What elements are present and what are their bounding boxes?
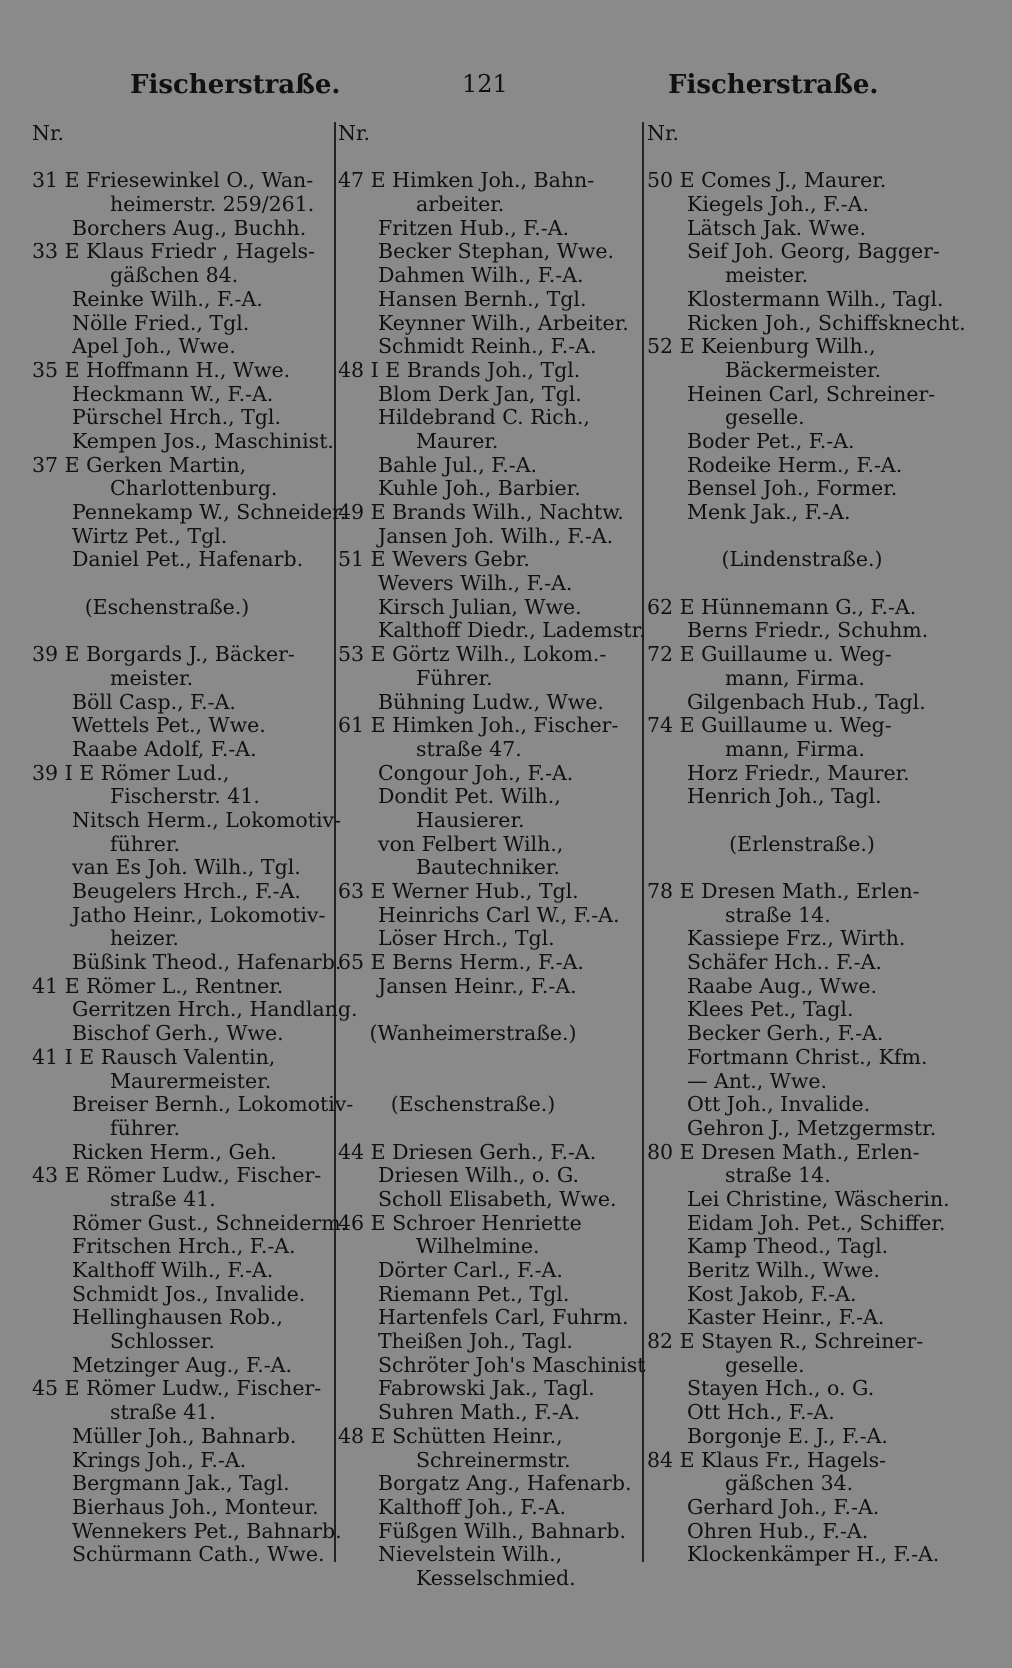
- directory-line: Raabe Aug., Wwe.: [687, 973, 878, 998]
- directory-line: Klostermann Wilh., Tagl.: [687, 286, 944, 311]
- directory-line: Bäckermeister.: [725, 357, 882, 382]
- directory-line: Bautechniker.: [416, 855, 560, 880]
- spacer: [338, 1046, 638, 1070]
- directory-line: Schäfer Hch.. F.-A.: [687, 950, 882, 975]
- directory-line: Hartenfels Carl, Fuhrm.: [378, 1305, 629, 1330]
- directory-line: Müller Joh., Bahnarb.: [72, 1423, 297, 1448]
- directory-line: Fabrowski Jak., Tagl.: [378, 1376, 595, 1401]
- directory-line: Wettels Pet., Wwe.: [72, 713, 266, 738]
- directory-line: Kalthoff Diedr., Lademstr.: [378, 618, 646, 643]
- directory-line: Kalthoff Joh., F.-A.: [378, 1494, 567, 1519]
- directory-line: Raabe Adolf, F.-A.: [72, 736, 257, 761]
- directory-line: geselle.: [725, 1352, 805, 1377]
- spacer: [32, 619, 332, 643]
- directory-line: 37 E Gerken Martin,: [32, 452, 247, 477]
- directory-line: Beritz Wilh., Wwe.: [687, 1258, 880, 1282]
- directory-line: 35 E Hoffmann H., Wwe.: [32, 357, 291, 382]
- section-heading: (Erlenstraße.): [729, 831, 875, 856]
- directory-line: — Ant., Wwe.: [687, 1068, 828, 1093]
- directory-line: Berns Friedr., Schuhm.: [687, 618, 929, 643]
- directory-line: 48 E Schütten Heinr.,: [338, 1423, 563, 1448]
- directory-line: Römer Gust., Schneiderm.: [72, 1210, 348, 1235]
- directory-line: Ott Joh., Invalide.: [687, 1092, 871, 1117]
- directory-line: straße 47.: [416, 736, 522, 761]
- directory-line: Borchers Aug., Buchh.: [72, 215, 307, 240]
- directory-line: Fortmann Christ., Kfm.: [687, 1044, 928, 1069]
- directory-line: Wennekers Pet., Bahnarb.: [72, 1518, 342, 1543]
- directory-line: Kuhle Joh., Barbier.: [378, 476, 581, 501]
- directory-line: Apel Joh., Wwe.: [72, 334, 236, 359]
- directory-line: Ricken Herm., Geh.: [72, 1139, 277, 1164]
- spacer: [338, 998, 638, 1022]
- directory-line: Kaster Heinr., F.-A.: [687, 1305, 885, 1330]
- directory-line: 80 E Dresen Math., Erlen-: [647, 1139, 920, 1164]
- directory-line: Kirsch Julian, Wwe.: [378, 594, 582, 619]
- directory-line: 48 I E Brands Joh., Tgl.: [338, 357, 581, 382]
- directory-line: arbeiter.: [416, 192, 505, 217]
- directory-line: Nr.: [32, 121, 65, 145]
- directory-line: Kesselschmied.: [416, 1565, 576, 1590]
- directory-line: Ricken Joh., Schiffsknecht.: [687, 310, 966, 335]
- directory-line: 72 E Guillaume u. Weg-: [647, 642, 892, 667]
- directory-line: Borgatz Ang., Hafenarb.: [378, 1471, 632, 1496]
- directory-line: Führer.: [416, 665, 493, 690]
- directory-line: Bahle Jul., F.-A.: [378, 452, 538, 477]
- section-heading: (Eschenstraße.): [390, 1092, 556, 1117]
- directory-line: Bergmann Jak., Tagl.: [72, 1471, 290, 1496]
- directory-line: heimerstr. 259/261.: [110, 192, 315, 217]
- directory-line: mann, Firma.: [725, 665, 865, 690]
- directory-line: Klees Pet., Tagl.: [687, 997, 854, 1022]
- directory-line: Jatho Heinr., Lokomotiv-: [72, 902, 326, 927]
- directory-line: Lei Christine, Wäscherin.: [687, 1186, 950, 1211]
- directory-line: Kost Jakob, F.-A.: [687, 1281, 857, 1306]
- directory-line: führer.: [110, 831, 180, 856]
- directory-line: Nitsch Herm., Lokomotiv-: [72, 807, 342, 832]
- directory-line: Kiegels Joh., F.-A.: [687, 192, 869, 217]
- directory-line: Borgonje E. J., F.-A.: [687, 1423, 888, 1448]
- directory-line: Bensel Joh., Former.: [687, 476, 898, 501]
- directory-line: Nievelstein Wilh.,: [378, 1542, 563, 1567]
- directory-line: Boder Pet., F.-A.: [687, 428, 855, 453]
- directory-line: Charlottenburg.: [110, 476, 278, 501]
- directory-line: 33 E Klaus Friedr , Hagels-: [32, 239, 315, 264]
- directory-line: Schürmann Cath., Wwe.: [72, 1542, 325, 1567]
- directory-line: Kamp Theod., Tagl.: [687, 1234, 889, 1259]
- directory-line: Füßgen Wilh., Bahnarb.: [378, 1518, 627, 1543]
- directory-line: Driesen Wilh., o. G.: [378, 1163, 580, 1188]
- directory-line: 44 E Driesen Gerh., F.-A.: [338, 1139, 597, 1164]
- directory-line: Kempen Jos., Maschinist.: [72, 428, 334, 453]
- directory-line: 63 E Werner Hub., Tgl.: [338, 879, 579, 903]
- directory-line: Daniel Pet., Hafenarb.: [72, 547, 304, 572]
- directory-line: Jansen Joh. Wilh., F.-A.: [378, 523, 614, 548]
- directory-line: Schmidt Jos., Invalide.: [72, 1281, 306, 1306]
- directory-line: 41 I E Rausch Valentin,: [32, 1044, 276, 1069]
- directory-line: van Es Joh. Wilh., Tgl.: [72, 855, 301, 880]
- directory-line: Beugelers Hrch., F.-A.: [72, 879, 301, 903]
- directory-line: Pürschel Hrch., Tgl.: [72, 405, 281, 430]
- directory-line: Menk Jak., F.-A.: [687, 500, 851, 524]
- spacer: [647, 525, 987, 549]
- column-divider: [642, 122, 644, 1562]
- directory-line: Jansen Heinr., F.-A.: [378, 973, 577, 998]
- spacer: [647, 856, 987, 880]
- directory-line: Suhren Math., F.-A.: [378, 1400, 581, 1425]
- directory-line: meister.: [725, 263, 809, 288]
- directory-line: Bühning Ludw., Wwe.: [378, 689, 604, 714]
- directory-line: straße 41.: [110, 1400, 216, 1425]
- directory-line: straße 14.: [725, 902, 831, 927]
- spacer: [647, 572, 987, 596]
- directory-line: Dahmen Wilh., F.-A.: [378, 263, 584, 288]
- directory-line: Rodeike Herm., F.-A.: [687, 452, 903, 477]
- directory-line: Gerhard Joh., F.-A.: [687, 1494, 880, 1519]
- directory-line: Dondit Pet. Wilh.,: [378, 784, 561, 809]
- directory-line: Nölle Fried., Tgl.: [72, 310, 250, 335]
- directory-line: Heinen Carl, Schreiner-: [687, 381, 936, 406]
- directory-line: Scholl Elisabeth, Wwe.: [378, 1186, 617, 1211]
- directory-line: 61 E Himken Joh., Fischer-: [338, 713, 619, 738]
- directory-line: Fischerstr. 41.: [110, 784, 260, 809]
- spacer: [647, 146, 987, 170]
- directory-line: Bischof Gerh., Wwe.: [72, 1021, 284, 1046]
- directory-line: Wirtz Pet., Tgl.: [72, 523, 228, 548]
- directory-line: gäßchen 84.: [110, 263, 239, 288]
- header-left-street: Fischerstraße.: [130, 70, 341, 100]
- page-header: [0, 70, 1012, 110]
- section-heading: (Eschenstraße.): [84, 594, 250, 619]
- directory-line: 50 E Comes J., Maurer.: [647, 168, 887, 193]
- directory-line: Hellinghausen Rob.,: [72, 1305, 283, 1330]
- directory-line: Gehron J., Metzgermstr.: [687, 1115, 937, 1140]
- directory-line: 39 E Borgards J., Bäcker-: [32, 642, 295, 667]
- spacer: [338, 146, 638, 170]
- directory-line: Hansen Bernh., Tgl.: [378, 286, 587, 311]
- directory-line: 49 E Brands Wilh., Nachtw.: [338, 500, 624, 524]
- header-right-street: Fischerstraße.: [668, 70, 879, 100]
- directory-line: 45 E Römer Ludw., Fischer-: [32, 1376, 322, 1401]
- directory-line: meister.: [110, 665, 194, 690]
- directory-line: Breiser Bernh., Lokomotiv-: [72, 1092, 354, 1117]
- directory-line: Schröter Joh's Maschinist: [378, 1352, 646, 1377]
- column-divider: [334, 122, 336, 1562]
- directory-line: Reinke Wilh., F.-A.: [72, 286, 263, 311]
- directory-line: 53 E Görtz Wilh., Lokom.-: [338, 642, 607, 667]
- directory-line: Büßink Theod., Hafenarb.: [72, 950, 342, 975]
- directory-line: Horz Friedr., Maurer.: [687, 760, 910, 785]
- directory-line: Klockenkämper H., F.-A.: [687, 1542, 940, 1567]
- directory-line: Nr.: [338, 121, 371, 145]
- directory-line: von Felbert Wilh.,: [378, 831, 564, 856]
- directory-line: führer.: [110, 1115, 180, 1140]
- directory-line: 62 E Hünnemann G., F.-A.: [647, 594, 917, 619]
- directory-line: Fritzen Hub., F.-A.: [378, 215, 570, 240]
- directory-line: Bierhaus Joh., Monteur.: [72, 1494, 319, 1519]
- directory-line: 74 E Guillaume u. Weg-: [647, 713, 892, 738]
- spacer: [338, 1070, 638, 1094]
- column-right: [647, 122, 987, 1567]
- spacer: [647, 809, 987, 833]
- directory-line: heizer.: [110, 926, 179, 951]
- directory-line: Hildebrand C. Rich.,: [378, 405, 590, 430]
- directory-line: Theißen Joh., Tagl.: [378, 1329, 573, 1354]
- directory-line: Fritschen Hrch., F.-A.: [72, 1234, 296, 1259]
- directory-line: Wevers Wilh., F.-A.: [378, 571, 573, 596]
- directory-line: Heinrichs Carl W., F.-A.: [378, 902, 620, 927]
- spacer: [338, 1117, 638, 1141]
- directory-line: 31 E Friesewinkel O., Wan-: [32, 168, 314, 193]
- directory-line: 82 E Stayen R., Schreiner-: [647, 1329, 924, 1354]
- directory-line: Hausierer.: [416, 807, 525, 832]
- directory-line: Schmidt Reinh., F.-A.: [378, 334, 597, 359]
- directory-line: Krings Joh., F.-A.: [72, 1447, 247, 1472]
- directory-line: Wilhelmine.: [416, 1234, 540, 1259]
- directory-line: mann, Firma.: [725, 736, 865, 761]
- page-number: 121: [462, 70, 508, 98]
- directory-line: Gerritzen Hrch., Handlang.: [72, 997, 358, 1022]
- directory-line: Ohren Hub., F.-A.: [687, 1518, 869, 1543]
- directory-line: geselle.: [725, 405, 805, 430]
- directory-line: Eidam Joh. Pet., Schiffer.: [687, 1210, 946, 1235]
- directory-line: Kalthoff Wilh., F.-A.: [72, 1258, 274, 1282]
- column-left: [32, 121, 358, 1567]
- directory-line: 41 E Römer L., Rentner.: [32, 973, 284, 998]
- directory-line: Blom Derk Jan, Tgl.: [378, 381, 582, 406]
- directory-line: Maurermeister.: [110, 1068, 272, 1093]
- directory-line: Böll Casp., F.-A.: [72, 689, 236, 714]
- directory-line: Metzinger Aug., F.-A.: [72, 1352, 292, 1377]
- directory-line: Heckmann W., F.-A.: [72, 381, 274, 406]
- directory-line: straße 41.: [110, 1186, 216, 1211]
- directory-line: Löser Hrch., Tgl.: [378, 926, 555, 951]
- directory-line: Congour Joh., F.-A.: [378, 760, 574, 785]
- directory-line: Stayen Hch., o. G.: [687, 1376, 875, 1401]
- directory-line: 51 E Wevers Gebr.: [338, 547, 530, 572]
- spacer: [32, 146, 332, 170]
- spacer: [32, 572, 332, 596]
- directory-line: Maurer.: [416, 428, 499, 453]
- directory-line: straße 14.: [725, 1163, 831, 1188]
- directory-line: Becker Gerh., F.-A.: [687, 1021, 884, 1046]
- directory-line: Seif Joh. Georg, Bagger-: [687, 239, 940, 264]
- directory-line: gäßchen 34.: [725, 1471, 854, 1496]
- directory-line: Lätsch Jak. Wwe.: [687, 215, 866, 240]
- directory-line: 46 E Schroer Henriette: [338, 1210, 582, 1235]
- directory-line: Pennekamp W., Schneider.: [72, 500, 347, 524]
- directory-line: Kassiepe Frz., Wirth.: [687, 926, 906, 951]
- directory-line: 84 E Klaus Fr., Hagels-: [647, 1447, 887, 1472]
- directory-line: 43 E Römer Ludw., Fischer-: [32, 1163, 322, 1188]
- directory-line: Schlosser.: [110, 1329, 215, 1354]
- directory-line: Riemann Pet., Tgl.: [378, 1281, 570, 1306]
- directory-line: 52 E Keienburg Wilh.,: [647, 334, 876, 359]
- directory-line: Schreinermstr.: [416, 1447, 571, 1472]
- directory-line: 47 E Himken Joh., Bahn-: [338, 168, 595, 193]
- directory-line: 39 I E Römer Lud.,: [32, 760, 230, 785]
- directory-line: Gilgenbach Hub., Tagl.: [687, 689, 926, 714]
- section-heading: (Wanheimerstraße.): [369, 1021, 577, 1046]
- directory-line: Ott Hch., F.-A.: [687, 1400, 835, 1425]
- directory-line: Nr.: [647, 121, 680, 145]
- directory-line: Dörter Carl., F.-A.: [378, 1258, 563, 1282]
- directory-line: 65 E Berns Herm., F.-A.: [338, 950, 584, 975]
- section-heading: (Lindenstraße.): [721, 547, 883, 572]
- directory-line: 78 E Dresen Math., Erlen-: [647, 879, 920, 903]
- directory-line: Keynner Wilh., Arbeiter.: [378, 310, 629, 335]
- directory-line: Becker Stephan, Wwe.: [378, 239, 615, 264]
- directory-line: Henrich Joh., Tagl.: [687, 784, 882, 809]
- column-middle: [338, 121, 646, 1591]
